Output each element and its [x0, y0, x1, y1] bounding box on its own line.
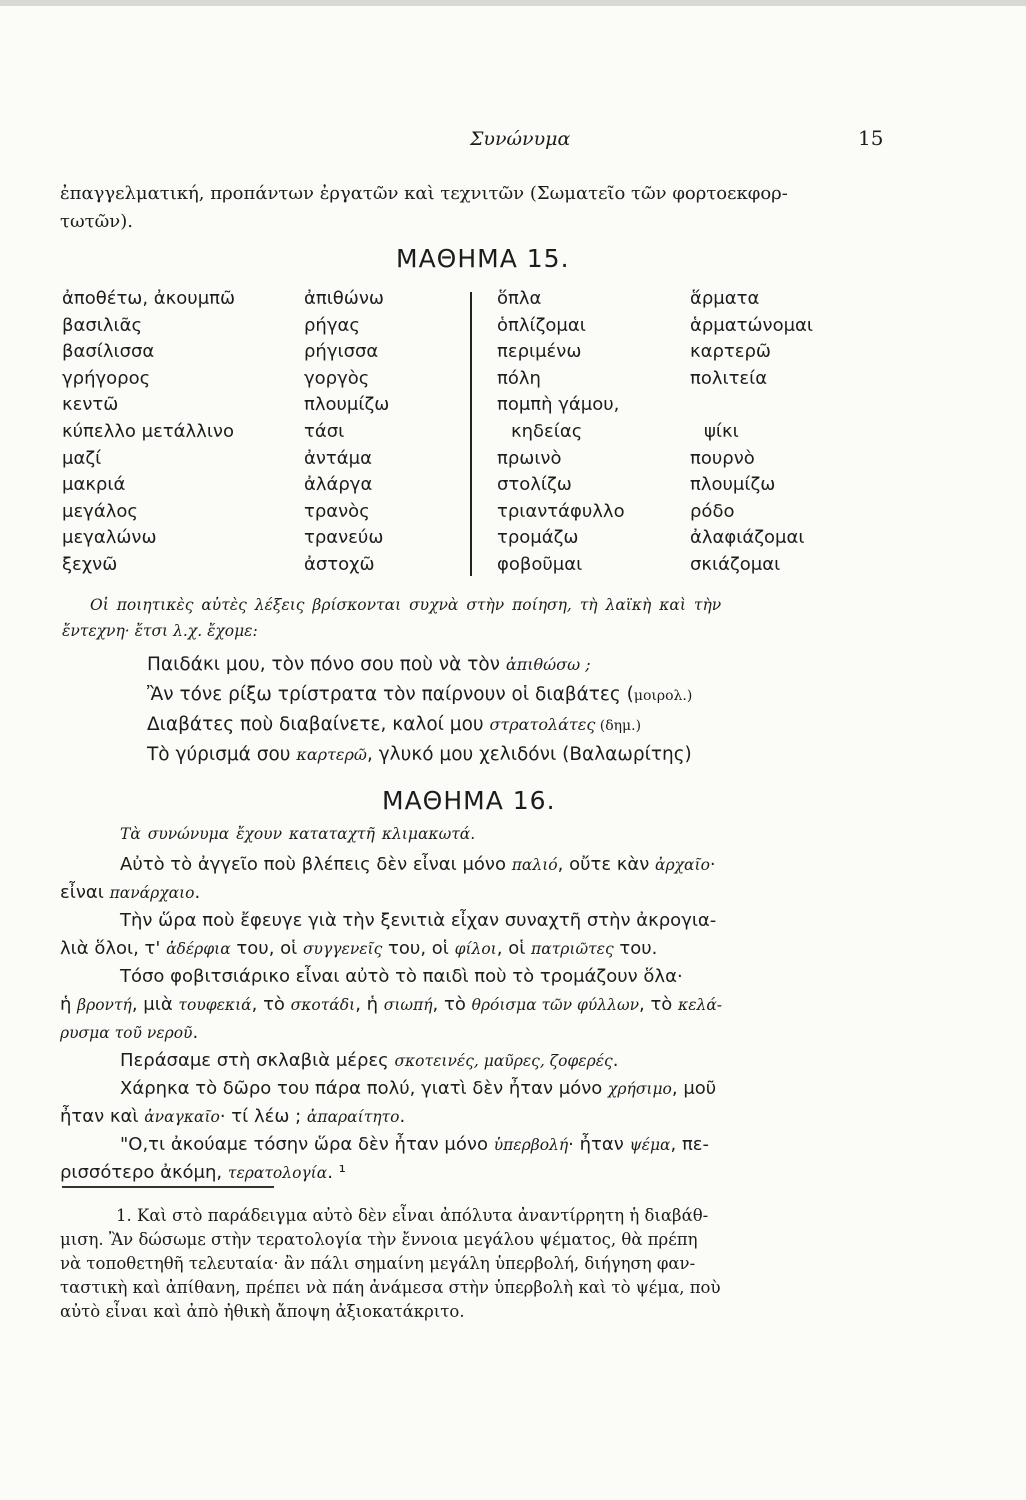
synonym-term: τερατολογία	[227, 1164, 328, 1182]
vocab-word: μακριά	[62, 474, 126, 496]
vocab-word: ρήγας	[304, 314, 360, 336]
vocab-word: ἀλάργα	[304, 474, 373, 496]
column-divider	[470, 292, 472, 576]
vocab-column-4	[690, 286, 813, 579]
sentence-text: , τὸ	[432, 994, 472, 1015]
sentence-text: του, οἱ	[382, 938, 455, 959]
vocab-word: μεγαλώνω	[62, 527, 157, 549]
footnote-rule	[62, 1186, 274, 1188]
sentence-line	[60, 1022, 198, 1043]
poem-line: Παιδάκι μου, τὸν πόνο σου ποὺ νὰ τὸν ἀπιθώσω ;	[147, 654, 591, 675]
vocab-word: τριαντάφυλλο	[497, 500, 625, 522]
synonym-term: θρόισμα τῶν φύλλων	[471, 996, 640, 1014]
vocab-word: ρήγισσα	[304, 341, 379, 363]
synonym-term: ρυσμα τοῦ νεροῦ	[60, 1024, 193, 1042]
vocab-word: πουρνὸ	[690, 447, 755, 469]
sentence-text: εἶναι	[60, 882, 110, 903]
footnote-line-4: ταστικὴ καὶ ἀπίθανη, πρέπει νὰ πάη ἀνάμεσα στὴν ὑπερβολὴ καὶ τὸ ψέμα, ποὺ	[60, 1278, 721, 1297]
vocab-word: φοβοῦμαι	[497, 553, 583, 575]
vocab-word: πλουμίζω	[304, 394, 390, 416]
sentence-line	[120, 966, 683, 987]
synonym-term: σκοτεινές, μαῦρες, ζοφερές	[394, 1052, 613, 1070]
synonym-term: ἀρχαῖο	[655, 856, 710, 874]
synonym-term: ἀπαραίτητο	[306, 1108, 400, 1126]
vocab-word: γρήγορος	[62, 367, 151, 389]
vocab-word: γοργὸς	[304, 367, 370, 389]
vocab-word: στολίζω	[497, 474, 572, 496]
sentence-line	[60, 1162, 346, 1183]
vocab-column-1	[62, 286, 235, 579]
sentence-text: · ἦταν	[568, 1134, 630, 1155]
vocab-word: ὅπλα	[497, 288, 542, 309]
note-line-1: Οἱ ποιητικὲς αὐτὲς λέξεις βρίσκονται συχνὰ στὴν ποίηση, τὴ λαϊκὴ καὶ τὴν	[90, 596, 722, 614]
sentence-text: Τόσο φοβιτσιάρικο εἶναι αὐτὸ τὸ παιδὶ ποὺ τὸ τρομάζουν ὅλα·	[120, 966, 683, 987]
sentence-text: Χάρηκα τὸ δῶρο του πάρα πολύ, γιατὶ δὲν ἦταν μόνο	[120, 1078, 609, 1099]
vocab-word	[690, 392, 813, 419]
vocab-word: σκιάζομαι	[690, 553, 781, 575]
synonym-term: κελά-	[678, 996, 723, 1014]
sentence-text: Τὴν ὥρα ποὺ ἔφευγε γιὰ τὴν ξενιτιὰ εἶχαν συναχτῆ στὴν ἀκρογια-	[120, 910, 717, 931]
vocab-word: κύπελλο μετάλλινο	[62, 420, 234, 442]
vocab-word: βασιλιᾶς	[62, 314, 143, 336]
sentence-text: του, οἱ	[230, 938, 303, 959]
sentence-text: ἡ	[60, 994, 78, 1015]
sentence-text: .	[399, 1106, 406, 1127]
poem-line: Τὸ γύρισμά σου καρτερῶ, γλυκό μου χελιδόνι (Βαλαωρίτης)	[147, 744, 692, 765]
vocab-word: πολιτεία	[690, 367, 768, 389]
sentence-text: ·	[709, 854, 716, 875]
vocab-word: ἀποθέτω, ἀκουμπῶ	[62, 288, 236, 309]
vocab-word: πλουμίζω	[690, 474, 776, 496]
sentence-text: , μιὰ	[131, 994, 179, 1015]
footnote-line-2: μιση. Ἂν δώσωμε στὴν τερατολογία τὴν ἔννοια μεγάλου ψέματος, θὰ πρέπη	[60, 1230, 698, 1249]
vocab-word: τρομάζω	[497, 527, 579, 549]
synonym-term: σκοτάδι	[290, 996, 356, 1014]
synonym-term: παλιό	[511, 856, 558, 874]
vocab-word: βασίλισσα	[62, 341, 155, 363]
sentence-line	[120, 910, 716, 931]
vocab-word: κεντῶ	[62, 394, 119, 416]
page-number: 15	[858, 126, 884, 150]
sentence-text: , ἡ	[355, 994, 384, 1015]
vocab-word: ἀπιθώνω	[304, 288, 385, 309]
vocab-word: ξεχνῶ	[62, 553, 118, 575]
vocab-word: περιμένω	[497, 341, 582, 363]
sentence-text: . ¹	[327, 1162, 346, 1183]
sentence-line	[120, 1134, 709, 1155]
sentence-line	[60, 1106, 405, 1127]
synonym-term: φίλοι	[454, 940, 497, 958]
footnote	[60, 1204, 905, 1324]
synonym-term: ὑπερβολή	[493, 1136, 569, 1154]
vocab-word: κηδείας	[511, 420, 583, 442]
vocab-column-3	[497, 286, 625, 579]
sentence-text: · τί λέω ;	[219, 1106, 307, 1127]
synonym-term: συγγενεῖς	[302, 940, 383, 958]
sentence-text: .	[194, 882, 201, 903]
vocab-word: τρανεύω	[304, 527, 384, 549]
vocab-column-2	[304, 286, 389, 579]
sentence-text: , οὔτε κὰν	[557, 854, 656, 875]
intro-line-2: τωτῶν).	[60, 211, 133, 232]
poem-line: Διαβάτες ποὺ διαβαίνετε, καλοί μου στρατολάτες (δημ.)	[147, 714, 642, 735]
sentence-text: .	[612, 1050, 619, 1071]
vocab-word: ἅρματα	[690, 288, 760, 309]
vocab-word: ρόδο	[690, 500, 735, 522]
sentence-line	[120, 1050, 618, 1071]
sentence-text: ἦταν καὶ	[60, 1106, 145, 1127]
sentence-text: .	[192, 1022, 199, 1043]
lesson-15-note	[62, 592, 722, 644]
synonym-term: ἀναγκαῖο	[144, 1108, 220, 1126]
synonym-term: σιωπή	[383, 996, 433, 1014]
sentence-line	[120, 854, 716, 875]
vocab-word: μαζί	[62, 447, 102, 469]
vocab-word: ψίκι	[704, 420, 739, 442]
synonym-term: χρήσιμο	[608, 1080, 672, 1098]
sentence-line	[60, 882, 200, 903]
footnote-line-5: αὐτὸ εἶναι καὶ ἀπὸ ἠθικὴ ἄποψη ἀξιοκατάκριτο.	[60, 1302, 465, 1321]
sentence-text: "Ο,τι ἀκούαμε τόσην ὥρα δὲν ἦταν μόνο	[120, 1134, 494, 1155]
vocab-word: πρωινὸ	[497, 447, 562, 469]
lesson-16-heading: ΜΑΘΗΜΑ 16.	[382, 786, 556, 815]
sentence-text: ρισσότερο ἀκόμη,	[60, 1162, 228, 1183]
sentence-text: , πε-	[670, 1134, 710, 1155]
vocab-word: ἀστοχῶ	[304, 553, 375, 575]
running-header-title: Συνώνυμα	[470, 128, 571, 150]
sentence-line	[60, 994, 722, 1015]
synonym-term: πατριῶτες	[531, 940, 614, 958]
vocab-word: τρανὸς	[304, 500, 370, 522]
synonym-term: ψέμα	[629, 1136, 671, 1154]
sentence-text: του.	[613, 938, 658, 959]
intro-paragraph	[60, 180, 900, 236]
sentence-text: , οἱ	[496, 938, 532, 959]
footnote-line-1: 1. Καὶ στὸ παράδειγμα αὐτὸ δὲν εἶναι ἀπόλυτα ἀναντίρρητη ἡ διαβάθ-	[116, 1206, 709, 1225]
lesson-15-heading: ΜΑΘΗΜΑ 15.	[396, 244, 570, 273]
footnote-line-3: νὰ τοποθετηθῆ τελευταία· ἂν πάλι σημαίνη μεγάλη ὑπερβολή, διήγηση φαν-	[60, 1254, 696, 1273]
synonym-term: ἀδέρφια	[166, 940, 231, 958]
note-line-2: ἔντεχνη· ἔτσι λ.χ. ἔχομε:	[62, 622, 258, 640]
sentence-text: , τὸ	[639, 994, 679, 1015]
vocab-word: πομπὴ γάμου,	[497, 394, 620, 416]
vocab-word: μεγάλος	[62, 500, 138, 522]
sentence-line	[60, 938, 657, 959]
intro-line-1: ἐπαγγελματική, προπάντων ἐργατῶν καὶ τεχνιτῶν (Σωματεῖο τῶν φορτοεκφορ-	[60, 183, 788, 204]
synonym-term: τουφεκιά	[178, 996, 252, 1014]
lesson-16-subtitle: Τὰ συνώνυμα ἔχουν καταταχτῆ κλιμακωτά.	[120, 825, 476, 843]
sentence-text: , μοῦ	[671, 1078, 717, 1099]
sentence-text: , τὸ	[251, 994, 291, 1015]
vocab-word: καρτερῶ	[690, 341, 771, 363]
sentence-text: λιὰ ὅλοι, τ'	[60, 938, 167, 959]
poem-line: Ἂν τόνε ρίξω τρίστρατα τὸν παίρνουν οἱ διαβάτες (μοιρολ.)	[147, 684, 693, 705]
sentence-line	[120, 1078, 716, 1099]
vocab-word: ἁρματώνομαι	[690, 314, 813, 336]
vocab-word: τάσι	[304, 420, 345, 442]
vocab-word: ὁπλίζομαι	[497, 314, 586, 336]
synonym-term: πανάρχαιο	[109, 884, 195, 902]
vocab-word: ἀντάμα	[304, 447, 372, 469]
synonym-term: βροντή	[77, 996, 132, 1014]
sentence-text: Αὐτὸ τὸ ἀγγεῖο ποὺ βλέπεις δὲν εἶναι μόνο	[120, 854, 512, 875]
sentence-text: Περάσαμε στὴ σκλαβιὰ μέρες	[120, 1050, 395, 1071]
vocab-word: ἀλαφιάζομαι	[690, 527, 805, 549]
vocab-word: πόλη	[497, 367, 541, 389]
